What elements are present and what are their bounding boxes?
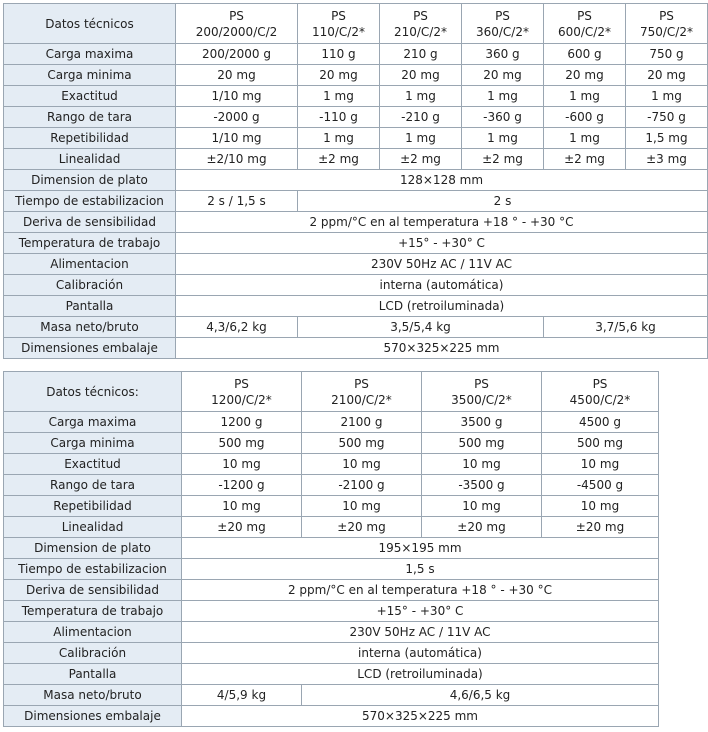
model-header-line: PS — [474, 376, 489, 391]
model-header-line: 2100/C/2* — [331, 392, 392, 407]
table-row — [4, 475, 659, 496]
table-cell: 1 mg — [462, 86, 544, 107]
spec-table-2-container — [3, 371, 658, 728]
table-cell: 1 mg — [298, 86, 380, 107]
table-cell: 20 mg — [298, 65, 380, 86]
table-cell: 1 mg — [462, 128, 544, 149]
table-cell: 110 g — [298, 44, 380, 65]
table-cell: 20 mg — [380, 65, 462, 86]
table-row — [4, 643, 659, 664]
table-cell: -110 g — [298, 107, 380, 128]
row-label: Alimentacion — [4, 254, 176, 275]
table-cell: ±20 mg — [542, 517, 659, 538]
table-cell: 1,5 mg — [626, 128, 708, 149]
table-row — [4, 317, 708, 338]
header-label: Datos técnicos: — [4, 372, 182, 412]
table-row — [4, 496, 659, 517]
table-cell: 1200 g — [182, 412, 302, 433]
table-cell: 20 mg — [626, 65, 708, 86]
row-label: Repetibilidad — [4, 496, 182, 517]
table-row — [4, 580, 659, 601]
row-label: Deriva de sensibilidad — [4, 212, 176, 233]
spec-table-1 — [3, 3, 708, 359]
table-cell: -3500 g — [422, 475, 542, 496]
table-cell: 4/5,9 kg — [182, 685, 302, 706]
table-cell: 10 mg — [542, 496, 659, 517]
table-cell: 1/10 mg — [176, 86, 298, 107]
table-row — [4, 275, 708, 296]
row-label: Temperatura de trabajo — [4, 601, 182, 622]
table-cell: 10 mg — [182, 454, 302, 475]
table-row — [4, 254, 708, 275]
model-header-line: 4500/C/2* — [569, 392, 631, 407]
model-header — [302, 372, 422, 412]
table-cell: ±3 mg — [626, 149, 708, 170]
table-cell: -1200 g — [182, 475, 302, 496]
model-header-line: PS — [577, 8, 592, 23]
row-label: Dimensiones embalaje — [4, 338, 176, 359]
table-row — [4, 412, 659, 433]
model-header — [542, 372, 659, 412]
table-cell: 1 mg — [544, 86, 626, 107]
row-label: Repetibilidad — [4, 128, 176, 149]
model-header-line: PS — [495, 8, 510, 23]
row-label: Tiempo de estabilizacion — [4, 191, 176, 212]
row-label: Linealidad — [4, 149, 176, 170]
table-cell: 10 mg — [422, 454, 542, 475]
row-label: Carga minima — [4, 433, 182, 454]
table-cell: 1,5 s — [182, 559, 659, 580]
row-label: Dimension de plato — [4, 538, 182, 559]
table-cell: ±2 mg — [544, 149, 626, 170]
table-row — [4, 170, 708, 191]
table-cell: -2100 g — [302, 475, 422, 496]
table-cell: ±2 mg — [462, 149, 544, 170]
table-row — [4, 65, 708, 86]
model-header-line: 3500/C/2* — [451, 392, 512, 407]
spec-table-1-container — [3, 3, 693, 360]
table-row — [4, 622, 659, 643]
table-row — [4, 454, 659, 475]
model-header — [176, 4, 298, 44]
table-cell: interna (automática) — [182, 643, 659, 664]
model-header-line: PS — [331, 8, 346, 23]
table-cell: 2 s / 1,5 s — [176, 191, 298, 212]
row-label: Carga maxima — [4, 44, 176, 65]
table-cell: 500 mg — [302, 433, 422, 454]
row-label: Carga minima — [4, 65, 176, 86]
table-cell: -4500 g — [542, 475, 659, 496]
model-header — [544, 4, 626, 44]
table-row — [4, 233, 708, 254]
table-cell: 3,7/5,6 kg — [544, 317, 708, 338]
table-row — [4, 296, 708, 317]
model-header-line: 750/C/2* — [639, 24, 693, 39]
table-cell: 500 mg — [422, 433, 542, 454]
table-cell: -210 g — [380, 107, 462, 128]
table-cell: 195×195 mm — [182, 538, 659, 559]
table-cell: 750 g — [626, 44, 708, 65]
row-label: Linealidad — [4, 517, 182, 538]
row-label: Pantalla — [4, 296, 176, 317]
row-label: Pantalla — [4, 664, 182, 685]
table-cell: 20 mg — [462, 65, 544, 86]
table-cell: 2 s — [298, 191, 708, 212]
table-row — [4, 706, 659, 727]
table-cell: 230V 50Hz AC / 11V AC — [182, 622, 659, 643]
table-cell: 4500 g — [542, 412, 659, 433]
table-cell: 570×325×225 mm — [176, 338, 708, 359]
model-header-line: PS — [659, 8, 674, 23]
table-cell: ±20 mg — [302, 517, 422, 538]
table-cell: 3500 g — [422, 412, 542, 433]
table-row — [4, 517, 659, 538]
row-label: Dimensiones embalaje — [4, 706, 182, 727]
model-header — [422, 372, 542, 412]
table-cell: interna (automática) — [176, 275, 708, 296]
table-cell: 1 mg — [380, 86, 462, 107]
table-cell: -360 g — [462, 107, 544, 128]
table-cell: +15° - +30° C — [182, 601, 659, 622]
row-label: Exactitud — [4, 454, 182, 475]
table-cell: 10 mg — [542, 454, 659, 475]
header-row — [4, 372, 659, 412]
table-cell: 230V 50Hz AC / 11V AC — [176, 254, 708, 275]
table-row — [4, 338, 708, 359]
table-cell: 10 mg — [422, 496, 542, 517]
table-cell: LCD (retroiluminada) — [176, 296, 708, 317]
table-cell: 20 mg — [544, 65, 626, 86]
row-label: Rango de tara — [4, 475, 182, 496]
header-label: Datos técnicos — [4, 4, 176, 44]
table-cell: 500 mg — [182, 433, 302, 454]
table-cell: 570×325×225 mm — [182, 706, 659, 727]
model-header-line: PS — [592, 376, 608, 391]
model-header — [626, 4, 708, 44]
table-row — [4, 559, 659, 580]
table-cell: 2 ppm/°C en al temperatura +18 ° - +30 °C — [182, 580, 659, 601]
table-cell: 200/2000 g — [176, 44, 298, 65]
model-header-line: 600/C/2* — [557, 24, 611, 39]
row-label: Calibración — [4, 643, 182, 664]
table-row — [4, 685, 659, 706]
model-header — [182, 372, 302, 412]
table-cell: 1 mg — [626, 86, 708, 107]
table-cell: LCD (retroiluminada) — [182, 664, 659, 685]
model-header-line: PS — [229, 8, 244, 23]
model-header-line: PS — [354, 376, 369, 391]
table-cell: 2 ppm/°C en al temperatura +18 ° - +30 °C — [176, 212, 708, 233]
row-label: Temperatura de trabajo — [4, 233, 176, 254]
row-label: Deriva de sensibilidad — [4, 580, 182, 601]
model-header-line: 200/2000/C/2 — [195, 24, 278, 39]
model-header — [298, 4, 380, 44]
model-header-line: 110/C/2* — [311, 24, 365, 39]
table-cell: 1 mg — [298, 128, 380, 149]
table-cell: ±2/10 mg — [176, 149, 298, 170]
table-cell: 10 mg — [182, 496, 302, 517]
table-cell: 128×128 mm — [176, 170, 708, 191]
row-label: Rango de tara — [4, 107, 176, 128]
table-row — [4, 44, 708, 65]
table-cell: 1 mg — [380, 128, 462, 149]
table-cell: 2100 g — [302, 412, 422, 433]
row-label: Carga maxima — [4, 412, 182, 433]
row-label: Masa neto/bruto — [4, 685, 182, 706]
table-row — [4, 601, 659, 622]
row-label: Calibración — [4, 275, 176, 296]
row-label: Exactitud — [4, 86, 176, 107]
table-cell: ±20 mg — [182, 517, 302, 538]
table-cell: -2000 g — [176, 107, 298, 128]
model-header-line: 1200/C/2* — [211, 392, 272, 407]
table-cell: 3,5/5,4 kg — [298, 317, 544, 338]
row-label: Dimension de plato — [4, 170, 176, 191]
table-cell: 210 g — [380, 44, 462, 65]
model-header — [462, 4, 544, 44]
table-row — [4, 191, 708, 212]
table-cell: ±2 mg — [380, 149, 462, 170]
table-row — [4, 433, 659, 454]
table-row — [4, 664, 659, 685]
spec-table-2 — [3, 371, 659, 727]
table-cell: ±2 mg — [298, 149, 380, 170]
table-cell: 360 g — [462, 44, 544, 65]
table-cell: 4,3/6,2 kg — [176, 317, 298, 338]
header-row — [4, 4, 708, 44]
table-cell: 4,6/6,5 kg — [302, 685, 659, 706]
table-row — [4, 128, 708, 149]
table-cell: 20 mg — [176, 65, 298, 86]
table-row — [4, 149, 708, 170]
table-row — [4, 86, 708, 107]
model-header-line: PS — [234, 376, 249, 391]
row-label: Alimentacion — [4, 622, 182, 643]
table-row — [4, 538, 659, 559]
table-cell: 1/10 mg — [176, 128, 298, 149]
row-label: Masa neto/bruto — [4, 317, 176, 338]
table-cell: +15° - +30° C — [176, 233, 708, 254]
table-cell: 10 mg — [302, 496, 422, 517]
model-header-line: 360/C/2* — [475, 24, 529, 39]
model-header-line: PS — [413, 8, 428, 23]
table-cell: 600 g — [544, 44, 626, 65]
table-cell: 500 mg — [542, 433, 659, 454]
table-cell: -600 g — [544, 107, 626, 128]
table-cell: -750 g — [626, 107, 708, 128]
row-label: Tiempo de estabilizacion — [4, 559, 182, 580]
model-header-line: 210/C/2* — [393, 24, 447, 39]
table-cell: ±20 mg — [422, 517, 542, 538]
table-cell: 10 mg — [302, 454, 422, 475]
table-cell: 1 mg — [544, 128, 626, 149]
table-row — [4, 107, 708, 128]
model-header — [380, 4, 462, 44]
table-row — [4, 212, 708, 233]
